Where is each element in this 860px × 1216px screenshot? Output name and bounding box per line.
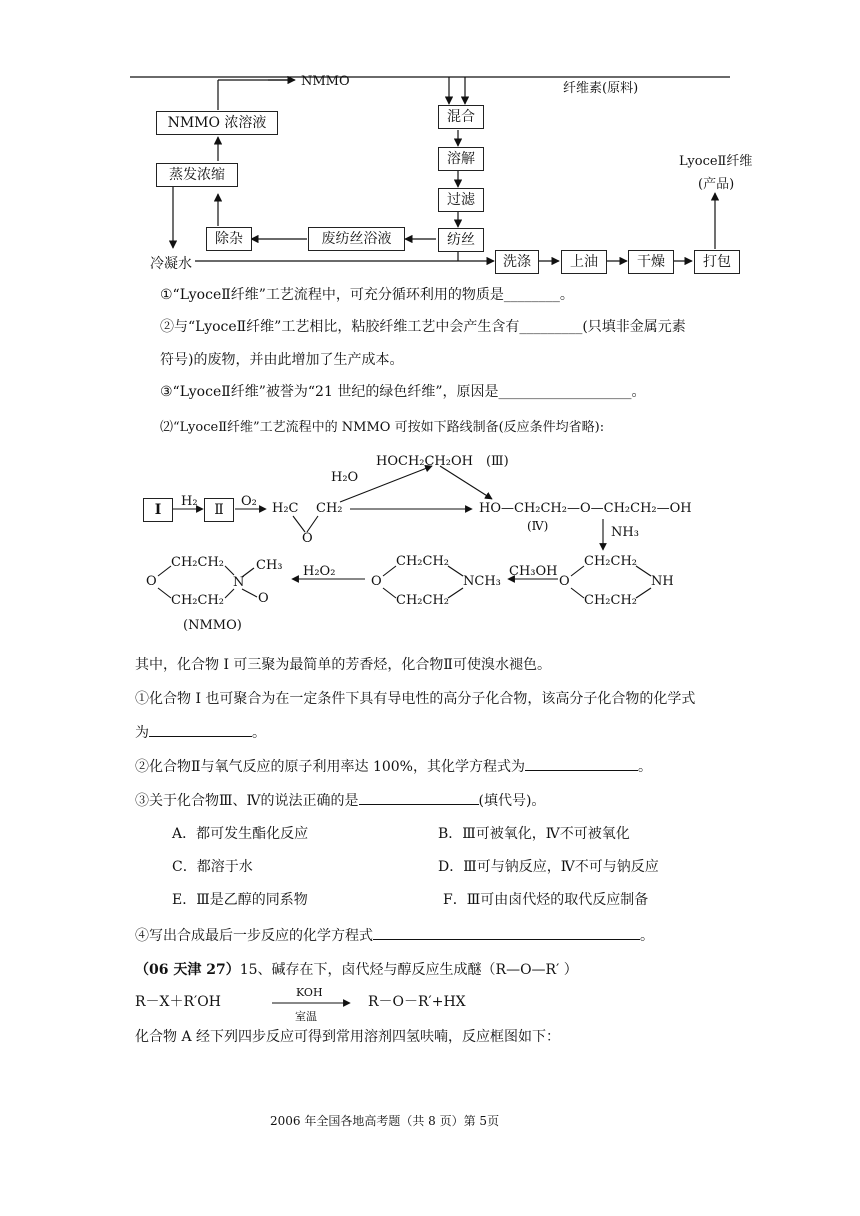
ether-equation-left: R－X＋R′OH xyxy=(135,994,221,1010)
option-B: B．Ⅲ可被氧化，Ⅳ不可被氧化 xyxy=(438,826,630,842)
answer-blank-3[interactable] xyxy=(359,790,479,805)
subq-1-line: ①化合物 I 也可聚合为在一定条件下具有导电性的高分子化合物，该高分子化合物的化学式 xyxy=(135,691,696,707)
cellulose-label: 纤维素(原料) xyxy=(563,81,639,96)
nmmo-concentrate-box: NMMO 浓溶液 xyxy=(156,111,278,135)
option-A: A．都可发生酯化反应 xyxy=(172,826,309,842)
epoxide-left: H₂C xyxy=(272,501,299,516)
condensed-water-label: 冷凝水 xyxy=(150,256,192,272)
compound-I-box: I xyxy=(143,498,173,522)
nmmo-ring-n: N xyxy=(233,575,245,590)
compound-IV-label: (Ⅳ) xyxy=(527,519,549,533)
filter-box: 过滤 xyxy=(438,188,484,212)
product-label: LyoceⅡ纤维 xyxy=(679,154,753,169)
compound-IV: HO—CH₂CH₂—O—CH₂CH₂—OH xyxy=(479,501,692,516)
answer-blank-2[interactable] xyxy=(525,756,638,771)
nmmo-ring-top: CH₂CH₂ xyxy=(171,555,224,570)
dissolve-box: 溶解 xyxy=(438,147,484,171)
question-2-continued: 符号)的废物，并由此增加了生产成本。 xyxy=(160,352,404,368)
epoxide-right: CH₂ xyxy=(316,501,343,516)
nh3-reagent: NH₃ xyxy=(611,525,639,540)
question-2-line: ②与“LyoceⅡ纤维”工艺相比，粘胶纤维工艺中会产生含有_________(只填非金属元素 xyxy=(160,319,686,335)
question-15-heading: （06 天津 27）15、碱存在下，卤代烃与醇反应生成醚（R—O—R′ ） xyxy=(135,962,578,978)
h2o2-reagent: H₂O₂ xyxy=(303,564,336,579)
subq-2-line: ②化合物Ⅱ与氧气反应的原子利用率达 100%，其化学方程式为 。 xyxy=(135,756,652,776)
subq-3-line: ③关于化合物Ⅲ、Ⅳ的说法正确的是 (填代号)。 xyxy=(135,790,545,810)
product-sub-label: (产品) xyxy=(698,177,735,192)
nh-ring-bottom: CH₂CH₂ xyxy=(584,593,637,608)
evaporate-box: 蒸发浓缩 xyxy=(156,163,238,187)
koh-condition: KOH xyxy=(296,986,323,999)
nmmo-n-oxide: O xyxy=(258,591,269,606)
answer-blank-1[interactable] xyxy=(149,722,252,737)
spin-box: 纺丝 xyxy=(438,228,484,252)
o2-reagent: O₂ xyxy=(241,494,257,509)
option-C: C．都溶于水 xyxy=(172,859,253,875)
nh-ring-oxygen: O xyxy=(559,574,570,589)
option-F: F．Ⅲ可由卤代烃的取代反应制备 xyxy=(443,892,649,908)
epoxide-oxygen: O xyxy=(302,531,313,546)
subq-1-answer-line: 为 。 xyxy=(135,722,266,742)
option-E: E．Ⅲ是乙醇的同系物 xyxy=(172,892,308,908)
mix-box: 混合 xyxy=(438,105,484,129)
nmmo-label: (NMMO) xyxy=(183,618,242,633)
oil-box: 上油 xyxy=(561,250,607,274)
nh-ring-top: CH₂CH₂ xyxy=(584,554,637,569)
option-D: D．Ⅲ可与钠反应，Ⅳ不可与钠反应 xyxy=(438,859,659,875)
waste-bath-box: 废纺丝浴液 xyxy=(308,227,405,251)
nch3-ring-n: NCH₃ xyxy=(463,574,501,589)
nch3-ring-top: CH₂CH₂ xyxy=(396,554,449,569)
nmmo-ring-oxygen: O xyxy=(146,574,157,589)
subq-4-line: ④写出合成最后一步反应的化学方程式 。 xyxy=(135,925,654,945)
h2o-reagent: H₂O xyxy=(331,470,359,485)
compound-description: 其中，化合物 I 可三聚为最简单的芳香烃，化合物Ⅱ可使溴水褪色。 xyxy=(135,657,551,673)
room-temp-condition: 室温 xyxy=(295,1010,317,1023)
part-2-intro: ⑵“LyoceⅡ纤维”工艺流程中的 NMMO 可按如下路线制备(反应条件均省略): xyxy=(160,420,605,435)
remove-impurity-box: 除杂 xyxy=(206,227,252,251)
wash-box: 洗涤 xyxy=(495,250,539,274)
nmmo-ch3: CH₃ xyxy=(256,558,283,573)
question-3-line: ③“LyoceⅡ纤维”被誉为“21 世纪的绿色纤维”，原因是___________________。 xyxy=(160,384,646,400)
nmmo-top-label: NMMO xyxy=(301,74,350,89)
question-1-line: ①“LyoceⅡ纤维”工艺流程中，可充分循环利用的物质是________。 xyxy=(160,287,574,303)
reaction-scheme-intro: 化合物 A 经下列四步反应可得到常用溶剂四氢呋喃，反应框图如下： xyxy=(135,1029,561,1045)
nmmo-ring-bottom: CH₂CH₂ xyxy=(171,593,224,608)
ch3oh-reagent: CH₃OH xyxy=(509,564,558,579)
answer-blank-4[interactable] xyxy=(373,925,640,940)
nch3-ring-bottom: CH₂CH₂ xyxy=(396,593,449,608)
dry-box: 干燥 xyxy=(628,250,674,274)
compound-III: HOCH₂CH₂OH (Ⅲ) xyxy=(376,454,509,469)
pack-box: 打包 xyxy=(694,250,740,274)
compound-II-box: Ⅱ xyxy=(204,498,234,522)
ether-equation-right: R－O－R′+HX xyxy=(368,994,466,1010)
nh-ring-nh: NH xyxy=(651,574,674,589)
nch3-ring-oxygen: O xyxy=(371,574,382,589)
page-footer: 2006 年全国各地高考题（共 8 页）第 5页 xyxy=(270,1114,500,1128)
h2-reagent: H₂ xyxy=(181,494,198,509)
